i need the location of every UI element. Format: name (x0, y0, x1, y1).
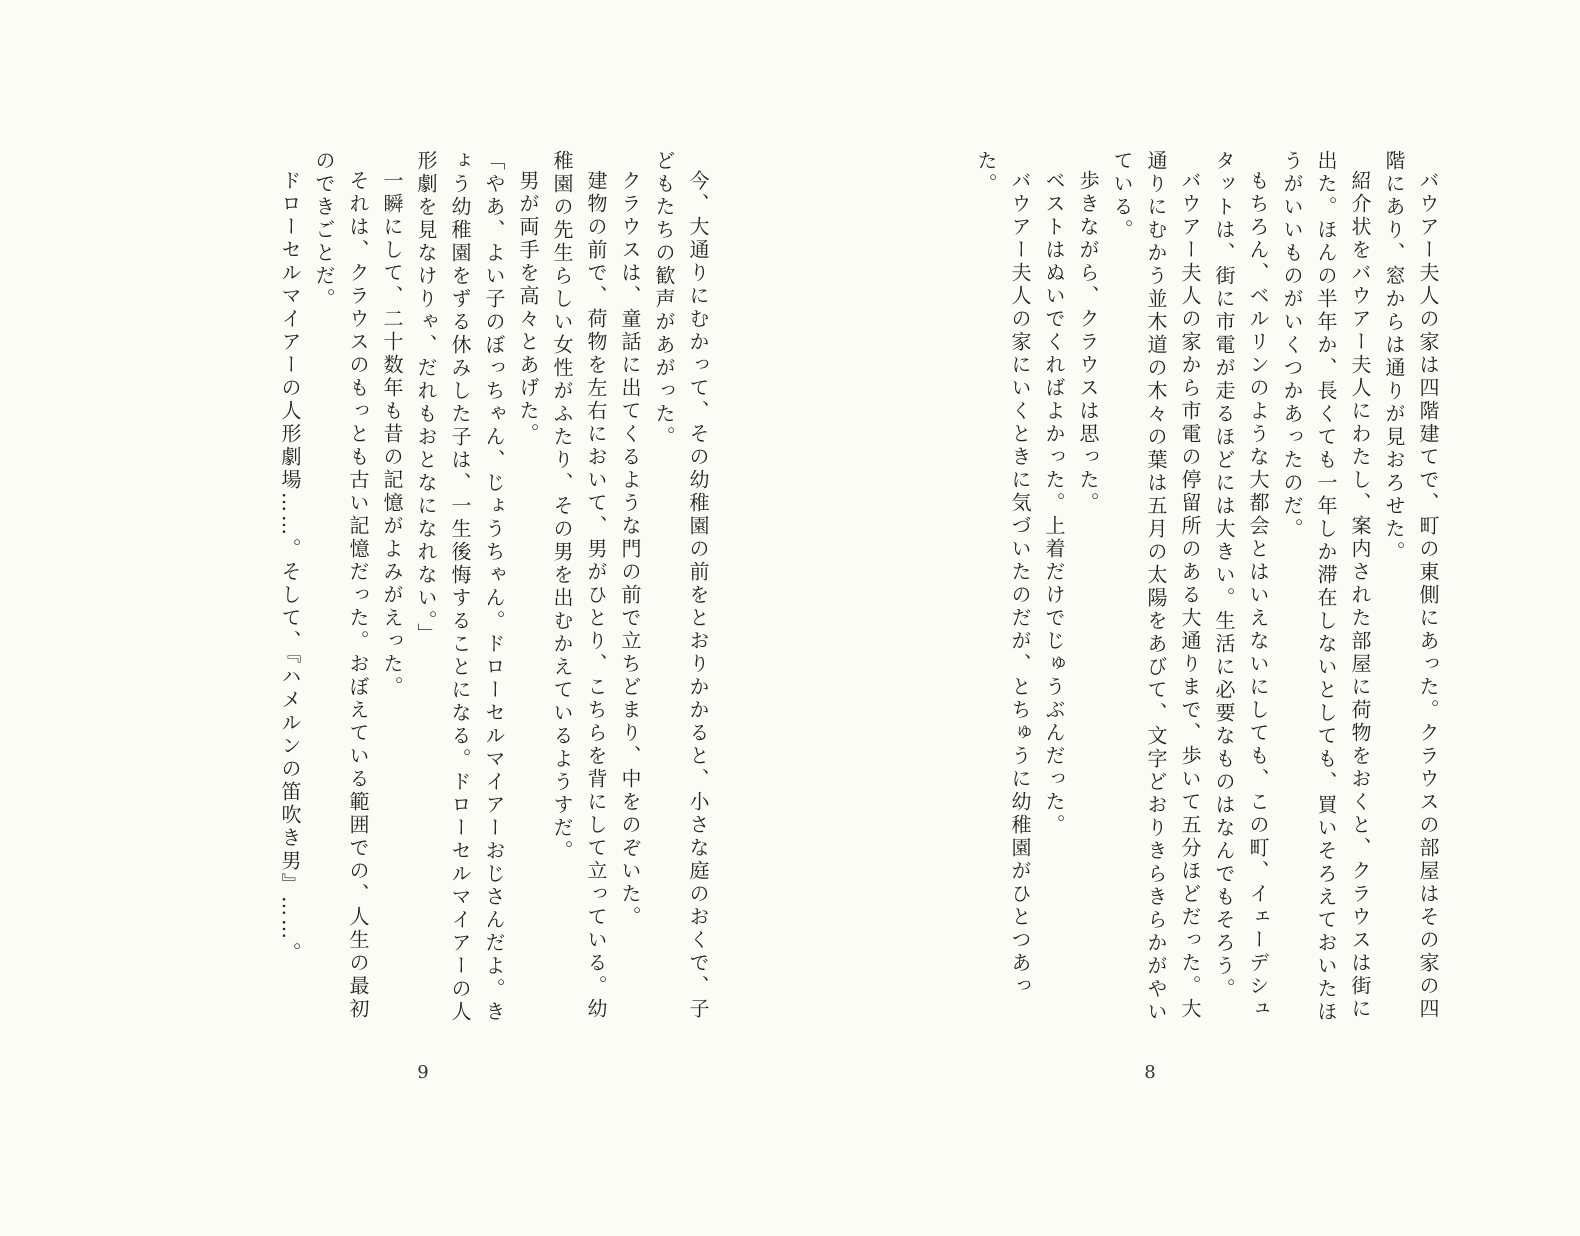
paragraph: 建物の前で、荷物を左右において、男がひとり、こちらを背にして立っている。幼稚園の先生らしい女性がふたり、その男を出むかえているようすだ。 (550, 150, 608, 1021)
paragraph: バウアー夫人の家にいくときに気づいたのだが、とちゅうに幼稚園がひとつあった。 (974, 150, 1032, 998)
paragraph: それは、クラウスのもっとも古い記憶だった。おぼえている範囲での、人生の最初のできごとだ。 (312, 150, 370, 1021)
paragraph: ドローセルマイアーの人形劇場……。そして、『ハメルンの笛吹き男』……。 (278, 170, 302, 965)
left-page-text (170, 150, 715, 1030)
page-number-left: 9 (417, 1062, 429, 1083)
paragraph: 歩きながら、クラウスは思った。 (1076, 170, 1100, 515)
right-page-text (860, 150, 1445, 1030)
page-number-right: 8 (1144, 1062, 1156, 1083)
paragraph: バウアー夫人の家から市電の停留所のある大通りまで、歩いて五分ほどだった。大通りにむかう並木道の木々の葉は五月の太陽をあびて、文字どおりきらきらかがやいている。 (1110, 150, 1202, 1024)
paragraph: 一瞬にして、二十数年も昔の記憶がよみがえった。 (380, 170, 404, 699)
paragraph: バウアー夫人の家は四階建てで、町の東側にあった。クラウスの部屋はその家の四階にあり、窓からは通りが見おろせた。 (1382, 150, 1440, 1021)
paragraph: もちろん、ベルリンのような大都会とはいえないにしても、この町、イェーデシュタットは、街に市電が走るほどには大きい。生活に必要なものはなんでもそろう。 (1212, 150, 1270, 1021)
paragraph: クラウスは、童話に出てくるような門の前で立ちどまり、中をのぞいた。 (618, 170, 642, 929)
paragraph: 今、大通りにむかって、その幼稚園の前をとおりかかると、小さな庭のおくで、子どもたちの歓声があがった。 (652, 150, 710, 1021)
paragraph: ベストはぬいでくればよかった。上着だけでじゅうぶんだった。 (1042, 170, 1066, 837)
paragraph: 「やあ、よい子のぼっちゃん、じょうちゃん。ドローセルマイアーおじさんだよ。きょう幼稚園をずる休みした子は、一生後悔することになる。ドローセルマイアーの人形劇を見なけりゃ、だれもおとなになれない。」 (414, 150, 506, 1024)
paragraph: 男が両手を高々とあげた。 (516, 170, 540, 446)
left-page (170, 150, 715, 1030)
paragraph: 紹介状をバウアー夫人にわたし、案内された部屋に荷物をおくと、クラウスは街に出た。ほんの半年か、長くても一年しか滞在しないとしても、買いそろえておいたほうがいいものがいくつかあったのだ。 (1280, 150, 1372, 1024)
right-page (860, 150, 1445, 1030)
